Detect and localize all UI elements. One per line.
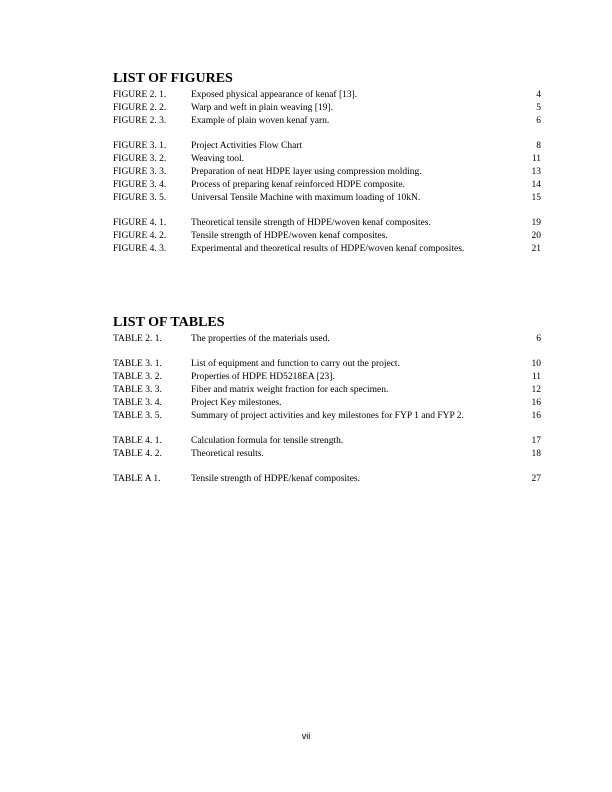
entry-title: Theoretical results. xyxy=(191,449,264,459)
entry-group xyxy=(113,217,541,256)
entry-number: FIGURE 4. 2. xyxy=(113,231,167,241)
table-entry[interactable] xyxy=(113,410,541,423)
entry-number: FIGURE 3. 4. xyxy=(113,180,167,190)
entry-number: FIGURE 2. 3. xyxy=(113,116,167,126)
entry-number: TABLE 2. 1. xyxy=(113,334,162,344)
table-entry[interactable] xyxy=(113,358,541,371)
entry-title: Project Activities Flow Chart xyxy=(191,141,303,151)
entry-number: TABLE 4. 1. xyxy=(113,436,162,446)
figure-entry[interactable] xyxy=(113,166,541,179)
entry-group xyxy=(113,89,541,128)
entry-title: Fiber and matrix weight fraction for each specimen. xyxy=(191,385,389,395)
table-entry[interactable] xyxy=(113,333,541,346)
figure-entry[interactable] xyxy=(113,102,541,115)
entry-number: TABLE 3. 3. xyxy=(113,385,162,395)
entry-page-number: 8 xyxy=(536,141,541,151)
entry-page-number: 10 xyxy=(531,359,541,369)
entry-group xyxy=(113,333,541,346)
entry-page-number: 17 xyxy=(531,436,541,446)
entry-title: Preparation of neat HDPE layer using compression molding. xyxy=(191,167,422,177)
entry-number: TABLE A 1. xyxy=(113,474,161,484)
entry-number: FIGURE 3. 5. xyxy=(113,193,167,203)
table-entry[interactable] xyxy=(113,371,541,384)
list-of-figures xyxy=(113,71,541,256)
entry-group xyxy=(113,140,541,205)
entry-number: FIGURE 2. 1. xyxy=(113,90,167,100)
entry-page-number: 12 xyxy=(531,385,541,395)
entry-number: TABLE 3. 2. xyxy=(113,372,162,382)
table-entry[interactable] xyxy=(113,397,541,410)
entry-title: Tensile strength of HDPE/woven kenaf composites. xyxy=(191,231,388,241)
entry-title: The properties of the materials used. xyxy=(191,334,330,344)
entry-number: FIGURE 4. 3. xyxy=(113,244,167,254)
entry-page-number: 27 xyxy=(531,474,541,484)
figure-entry[interactable] xyxy=(113,243,541,256)
entry-title: List of equipment and function to carry out the project. xyxy=(191,359,400,369)
entry-title: Theoretical tensile strength of HDPE/woven kenaf composites. xyxy=(191,218,431,228)
table-entry[interactable] xyxy=(113,384,541,397)
entry-page-number: 14 xyxy=(531,180,541,190)
figure-entry[interactable] xyxy=(113,217,541,230)
entry-title: Universal Tensile Machine with maximum loading of 10kN. xyxy=(191,193,421,203)
entry-title: Properties of HDPE HD5218EA [23]. xyxy=(191,372,335,382)
list-of-figures-heading: LIST OF FIGURES xyxy=(113,71,233,86)
tables-groups xyxy=(113,333,541,486)
entry-title: Process of preparing kenaf reinforced HDPE composite. xyxy=(191,180,405,190)
figures-groups xyxy=(113,89,541,256)
entry-title: Summary of project activities and key milestones for FYP 1 and FYP 2. xyxy=(191,411,464,421)
entry-title: Exposed physical appearance of kenaf [13]. xyxy=(191,90,358,100)
figure-entry[interactable] xyxy=(113,140,541,153)
list-of-tables-heading: LIST OF TABLES xyxy=(113,315,225,330)
entry-number: TABLE 3. 1. xyxy=(113,359,162,369)
entry-title: Tensile strength of HDPE/kenaf composites. xyxy=(191,474,360,484)
figure-entry[interactable] xyxy=(113,153,541,166)
entry-number: FIGURE 3. 2. xyxy=(113,154,167,164)
entry-number: FIGURE 3. 1. xyxy=(113,141,167,151)
entry-group xyxy=(113,473,541,486)
entry-page-number: 6 xyxy=(536,334,541,344)
entry-page-number: 21 xyxy=(531,244,541,254)
entry-page-number: 15 xyxy=(531,193,541,203)
entry-number: FIGURE 4. 1. xyxy=(113,218,167,228)
page-number: vii xyxy=(301,731,311,741)
entry-page-number: 18 xyxy=(531,449,541,459)
figure-entry[interactable] xyxy=(113,179,541,192)
entry-title: Example of plain woven kenaf yarn. xyxy=(191,116,330,126)
entry-page-number: 6 xyxy=(536,116,541,126)
entry-group xyxy=(113,435,541,461)
entry-page-number: 4 xyxy=(536,90,541,100)
entry-page-number: 16 xyxy=(531,398,541,408)
figure-entry[interactable] xyxy=(113,89,541,102)
entry-page-number: 11 xyxy=(531,154,541,164)
entry-page-number: 16 xyxy=(531,411,541,421)
figure-entry[interactable] xyxy=(113,192,541,205)
list-of-tables xyxy=(113,315,541,486)
entry-page-number: 20 xyxy=(531,231,541,241)
entry-group xyxy=(113,358,541,423)
entry-title: Warp and weft in plain weaving [19]. xyxy=(191,103,333,113)
entry-page-number: 11 xyxy=(531,372,541,382)
table-entry[interactable] xyxy=(113,473,541,486)
entry-number: TABLE 3. 5. xyxy=(113,411,162,421)
figure-entry[interactable] xyxy=(113,230,541,243)
entry-number: TABLE 4. 2. xyxy=(113,449,162,459)
entry-title: Project Key milestones. xyxy=(191,398,282,408)
entry-page-number: 19 xyxy=(531,218,541,228)
entry-number: TABLE 3. 4. xyxy=(113,398,162,408)
figure-entry[interactable] xyxy=(113,115,541,128)
entry-page-number: 13 xyxy=(531,167,541,177)
entry-page-number: 5 xyxy=(536,103,541,113)
entry-title: Weaving tool. xyxy=(191,154,245,164)
entry-title: Calculation formula for tensile strength. xyxy=(191,436,344,446)
entry-number: FIGURE 3. 3. xyxy=(113,167,167,177)
entry-number: FIGURE 2. 2. xyxy=(113,103,167,113)
table-entry[interactable] xyxy=(113,448,541,461)
entry-title: Experimental and theoretical results of HDPE/woven kenaf composites. xyxy=(191,244,465,254)
table-entry[interactable] xyxy=(113,435,541,448)
